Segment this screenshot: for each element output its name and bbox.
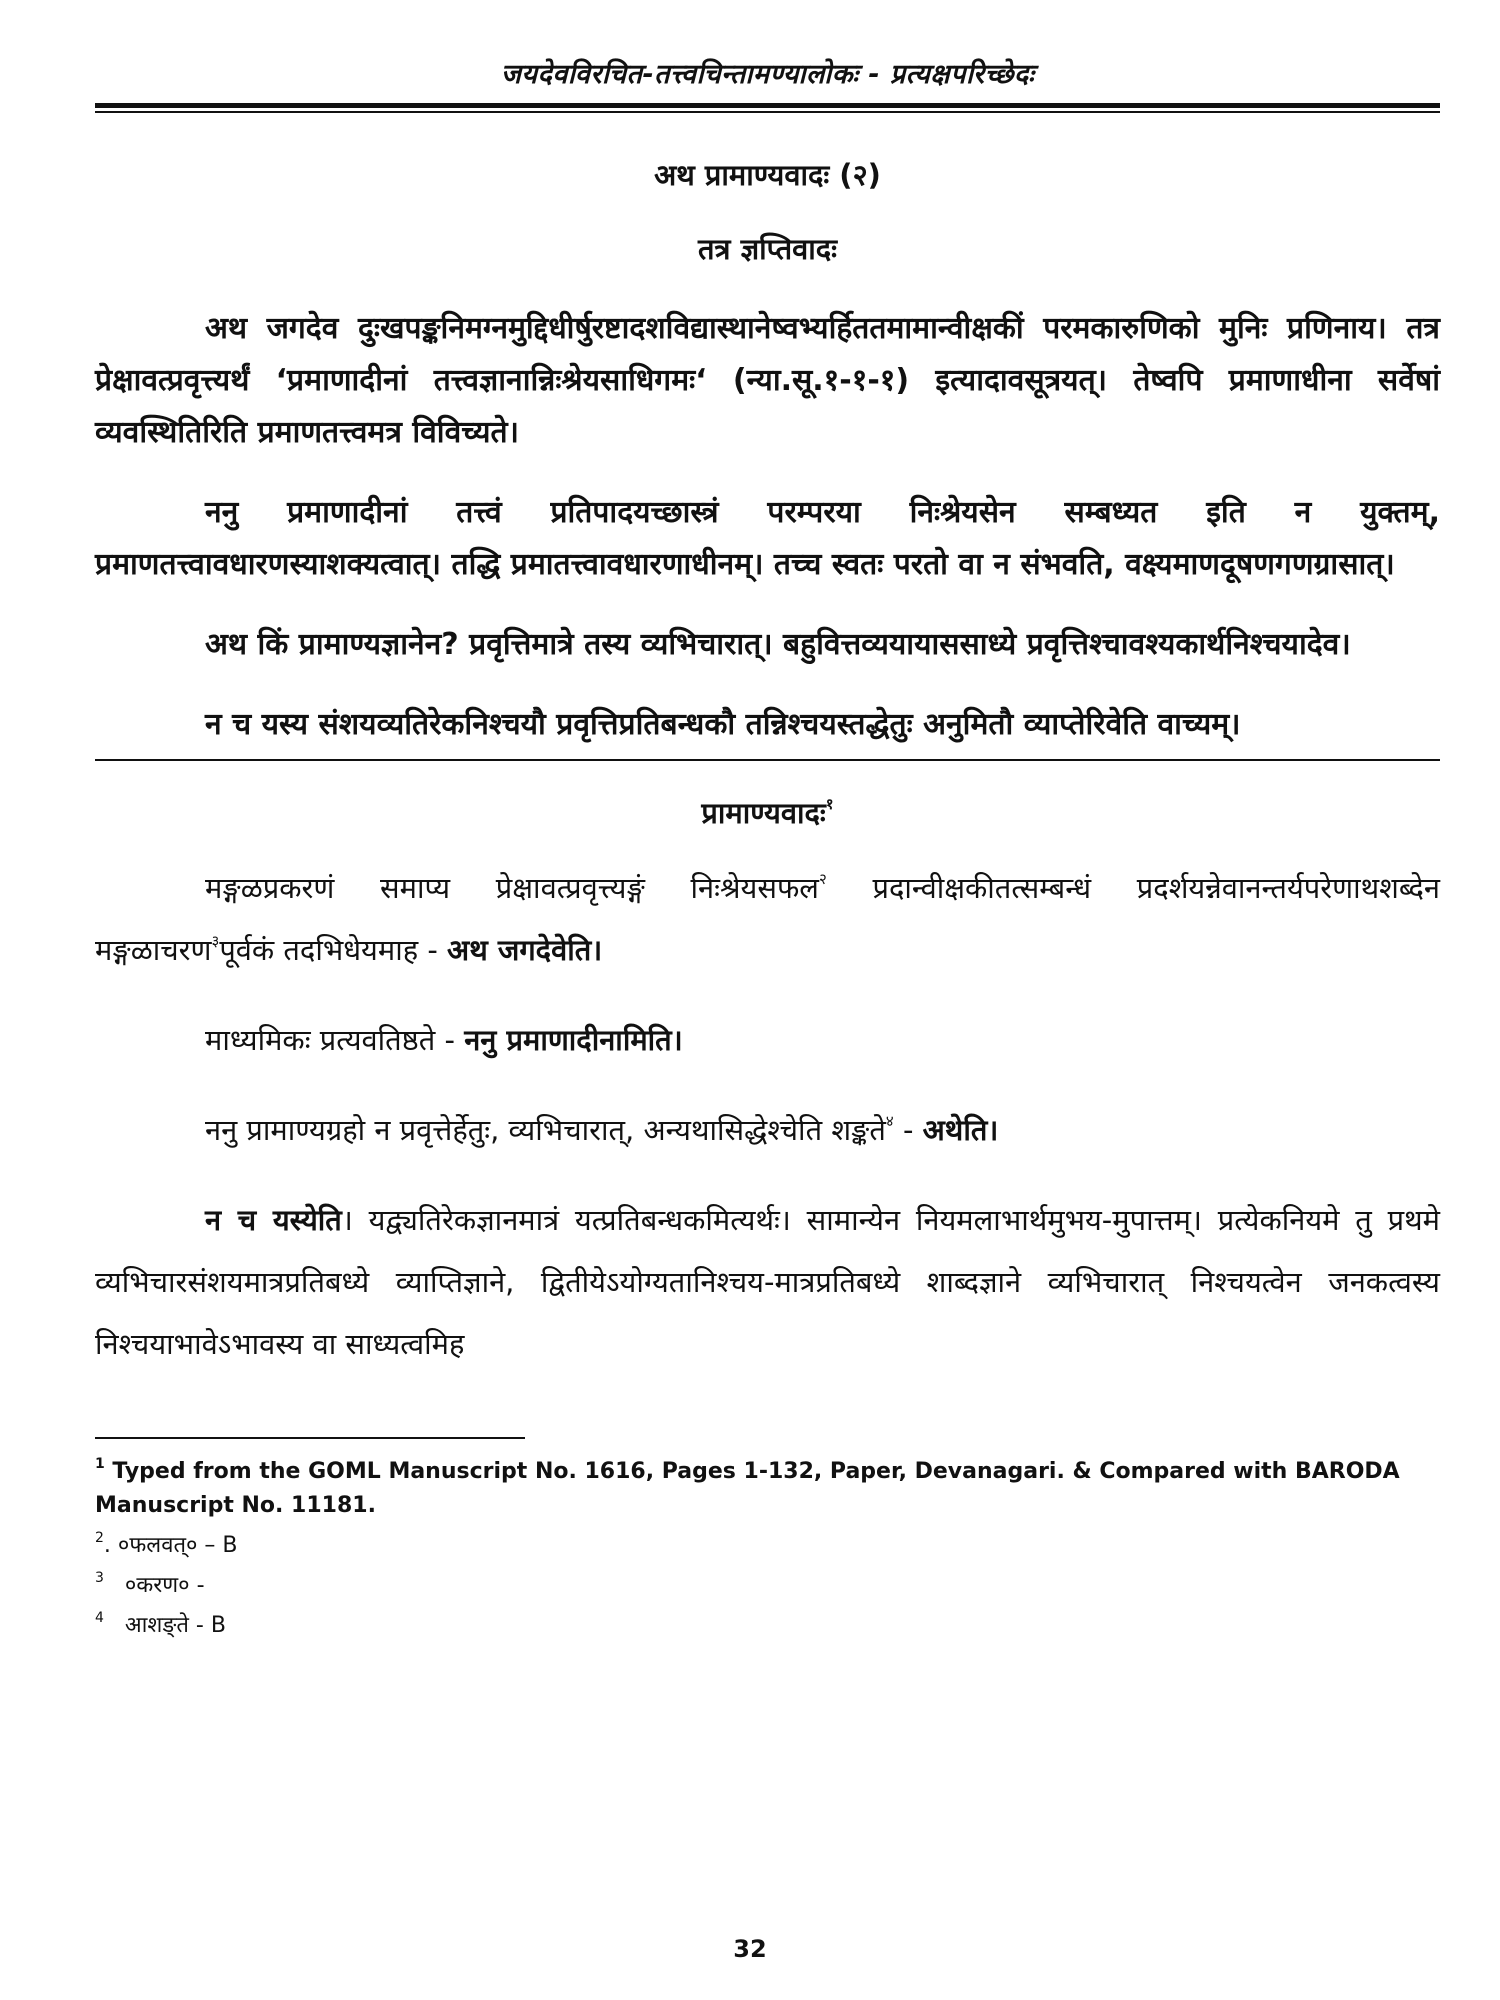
- commentary-p1-pratika: अथ जगदेवेति।: [447, 933, 603, 967]
- commentary-p1-text-c: पूर्वकं तदभिधेयमाह -: [219, 933, 448, 967]
- commentary-p2-text: माध्यमिकः प्रत्यवतिष्ठते -: [205, 1023, 465, 1057]
- commentary-paragraph-1: [95, 857, 1440, 981]
- footnote-rule: [95, 1437, 525, 1439]
- footnote-2-text: . ०फलवत्० – B: [103, 1533, 238, 1558]
- commentary-p4-pratika: न च यस्येति: [205, 1203, 342, 1237]
- root-text: [95, 303, 1440, 751]
- commentary-paragraph-4: [95, 1189, 1440, 1375]
- section-subtitle: तत्र ज्ञप्तिवादः: [697, 232, 838, 266]
- footnote-3-text: ०करण० -: [124, 1573, 205, 1598]
- header-rule-thick: [95, 103, 1440, 108]
- commentary-p3-pratika: अथेति।: [922, 1113, 999, 1147]
- footnote-ref-2: २: [818, 870, 827, 888]
- page-number: 32: [733, 1935, 767, 1963]
- footnote-2-number: 2: [95, 1530, 104, 1546]
- commentary-p1-text-a: मङ्गळप्रकरणं समाप्य प्रेक्षावत्प्रवृत्त्यङ्गं निःश्रेयसफल: [205, 871, 819, 905]
- commentary-paragraph-3: [95, 1099, 1440, 1161]
- footnote-4-number: 4: [95, 1610, 104, 1626]
- footnote-3: [95, 1569, 1440, 1603]
- root-paragraph-4: न च यस्य संशयव्यतिरेकनिश्चयौ प्रवृत्तिप्रतिबन्धकौ तन्निश्चयस्तद्धेतुः अनुमितौ व्याप्तेरिवेति वाच्यम्।: [205, 707, 1241, 742]
- text-divider: [95, 759, 1440, 761]
- footnote-ref-3: ३: [211, 932, 220, 950]
- commentary-paragraph-2: [95, 1009, 1440, 1071]
- running-header: जयदेवविरचित-तत्त्वचिन्तामण्यालोकः - प्रत्यक्षपरिच्छेदः: [500, 59, 1035, 90]
- footnote-2: [95, 1529, 1440, 1563]
- root-paragraph-3: अथ किं प्रामाण्यज्ञानेन? प्रवृत्तिमात्रे तस्य व्यभिचारात्। बहुवित्तव्ययायाससाध्ये प्रवृत्तिश्चावश्यकार्थनिश्चयादेव।: [205, 627, 1351, 662]
- commentary-p2-pratika: ननु प्रमाणादीनामिति।: [464, 1023, 683, 1057]
- commentary-p3-text-b: -: [893, 1113, 923, 1147]
- header-rule-thin: [95, 111, 1440, 113]
- footnote-ref-4: ४: [885, 1112, 894, 1130]
- footnote-1-number: 1: [95, 1456, 105, 1472]
- footnote-ref-1: १: [825, 795, 834, 813]
- commentary-title-text: प्रामाण्यवादः: [701, 796, 826, 830]
- commentary-p4-text: । यद्व्यतिरेकज्ञानमात्रं यत्प्रतिबन्धकमित्यर्थः। सामान्येन नियमलाभार्थमुभय-मुपात्तम्। प्रत्येकनियमे तु प्रथमे व्यभिचारसंशयमात्रप्रतिबध्ये व्याप्तिज्ञाने, द्वितीयेऽयोग्यतानिश्चय-मात्रप्रतिबध्ये शाब्दज्ञाने व्यभिचारात् निश्चयत्वेन जनकत्वस्य निश्चयाभावेऽभावस्य वा साध्यत्वमिह: [95, 1203, 1440, 1361]
- footnote-4-text: आशङ्ते - B: [124, 1613, 226, 1638]
- footnote-1-text: Typed from the GOML Manuscript No. 1616, Pages 1-132, Paper, Devanagari. & Compared with BARODA Manuscript No. 11181.: [95, 1459, 1400, 1518]
- section-title: अथ प्रामाण्यवादः (२): [654, 158, 881, 192]
- commentary-title: [95, 791, 1440, 835]
- page: [95, 55, 1440, 1643]
- footnote-1: [95, 1455, 1440, 1523]
- commentary-p3-text-a: ननु प्रामाण्यग्रहो न प्रवृत्तेर्हेतुः, व्यभिचारात्, अन्यथासिद्धेश्चेति शङ्कते: [205, 1113, 886, 1147]
- commentary-p1-text-b: प्रदान्वीक्षकीतत्सम्बन्धं प्रदर्शयन्नेवानन्तर्यपरेणाथशब्देन मङ्गळाचरण: [95, 871, 1440, 967]
- root-paragraph-2: ननु प्रमाणादीनां तत्त्वं प्रतिपादयच्छास्त्रं परम्परया निःश्रेयसेन सम्बध्यत इति न युक्तम्, प्रमाणतत्त्वावधारणस्याशक्यत्वात्। तद्धि प्रमातत्त्वावधारणाधीनम्। तच्च स्वतः परतो वा न संभवति, वक्ष्यमाणदूषणगणग्रासात्।: [95, 495, 1440, 582]
- root-paragraph-1: अथ जगदेव दुःखपङ्कनिमग्नमुद्दिधीर्षुरष्टादशविद्यास्थानेष्वभ्यर्हिततमामान्वीक्षकीं परमकारुणिको मुनिः प्रणिनाय। तत्र प्रेक्षावत्प्रवृत्त्यर्थं ‘प्रमाणादीनां तत्त्वज्ञानान्निःश्रेयसाधिगमः‘ (न्या.सू.१-१-१) इत्यादावसूत्रयत्। तेष्वपि प्रमाणाधीना सर्वेषां व्यवस्थितिरिति प्रमाणतत्त्वमत्र विविच्यते।: [95, 311, 1440, 450]
- commentary-text: [95, 857, 1440, 1375]
- footnote-4: [95, 1609, 1440, 1643]
- footnotes: [95, 1455, 1440, 1643]
- footnote-3-number: 3: [95, 1570, 104, 1586]
